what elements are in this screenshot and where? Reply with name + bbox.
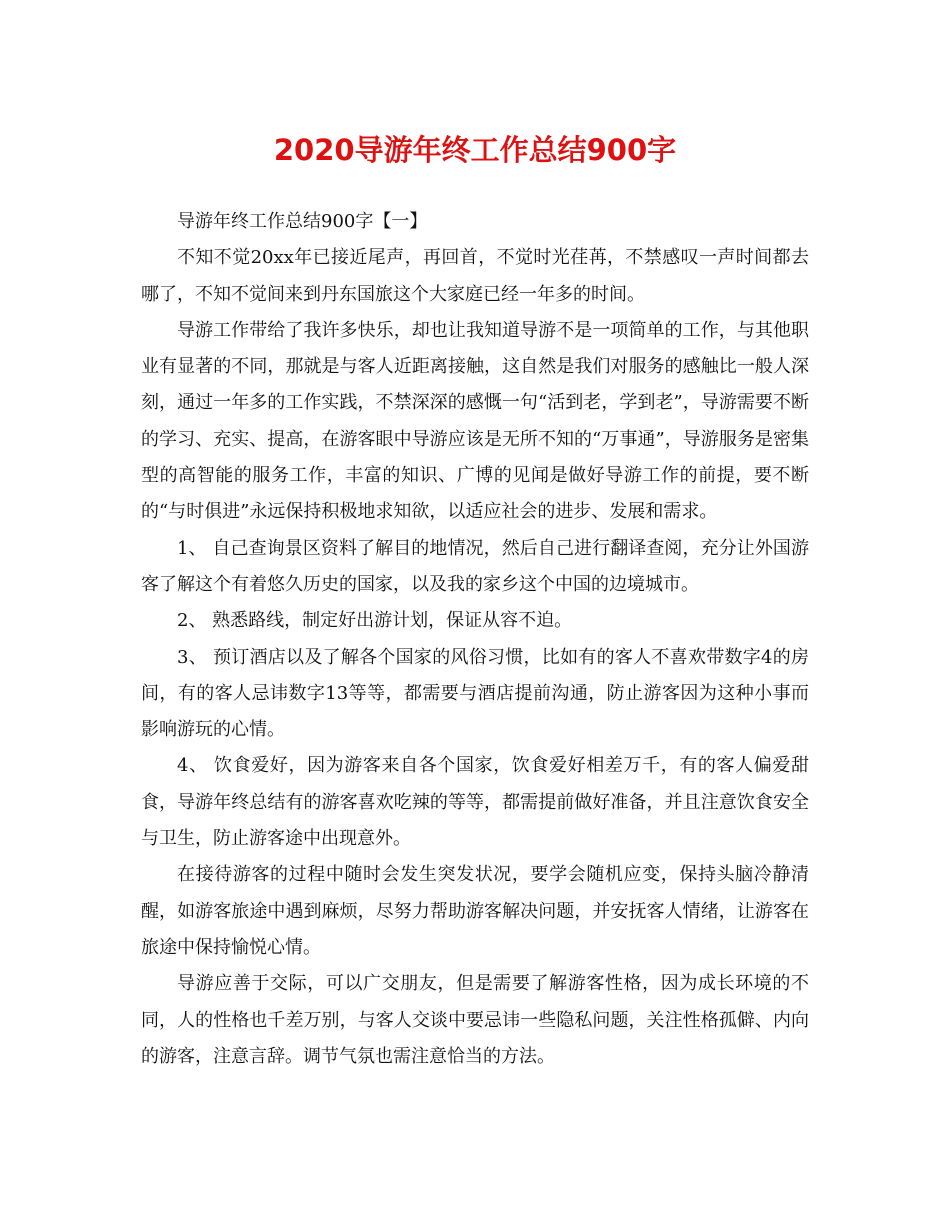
list-item-2: 2、 熟悉路线，制定好出游计划，保证从容不迫。: [177, 610, 573, 632]
paragraph-intro: 不知不觉20xx年已接近尾声，再回首，不觉时光荏苒，不禁感叹一声时间都去哪了，不知不觉间来到丹东国旅这个大家庭已经一年多的时间。: [141, 247, 809, 305]
list-item-1: 1、 自己查询景区资料了解目的地情况，然后自己进行翻译查阅，充分让外国游客了解这个有着悠久历史的国家，以及我的家乡这个中国的边境城市。: [141, 537, 809, 595]
document-title: 2020导游年终工作总结900字: [273, 133, 677, 167]
section-heading: 导游年终工作总结900字【一】: [177, 211, 428, 232]
paragraph-reflection: 导游工作带给了我许多快乐，却也让我知道导游不是一项简单的工作，与其他职业有显著的不同，那就是与客人近距离接触，这自然是我们对服务的感触比一般人深刻，通过一年多的工作实践，不禁深深的感慨一句“活到老，学到老”，导游需要不断的学习、充实、提高，在游客眼中导游应该是无所不知的“万事通”，导游服务是密集型的高智能的服务工作，丰富的知识、广博的见闻是做好导游工作的前提，要不断的“与时俱进”永远保持积极地求知欲，以适应社会的进步、发展和需求。: [141, 319, 809, 523]
document-body: [141, 204, 809, 1075]
paragraph-communication: 导游应善于交际，可以广交朋友，但是需要了解游客性格，因为成长环境的不同，人的性格也千差万别，与客人交谈中要忌讳一些隐私问题，关注性格孤僻、内向的游客，注意言辞。调节气氛也需注意恰当的方法。: [141, 973, 809, 1067]
list-item-3: 3、 预订酒店以及了解各个国家的风俗习惯，比如有的客人不喜欢带数字4的房间，有的客人忌讳数字13等等，都需要与酒店提前沟通，防止游客因为这种小事而影响游玩的心情。: [141, 646, 809, 741]
paragraph-emergencies: 在接待游客的过程中随时会发生突发状况，要学会随机应变，保持头脑冷静清醒，如游客旅途中遇到麻烦，尽努力帮助游客解决问题，并安抚客人情绪，让游客在旅途中保持愉悦心情。: [141, 864, 809, 958]
list-item-4: 4、 饮食爱好，因为游客来自各个国家，饮食爱好相差万千，有的客人偏爱甜食，导游年终总结有的游客喜欢吃辣的等等，都需提前做好准备，并且注意饮食安全与卫生，防止游客途中出现意外。: [141, 755, 809, 850]
